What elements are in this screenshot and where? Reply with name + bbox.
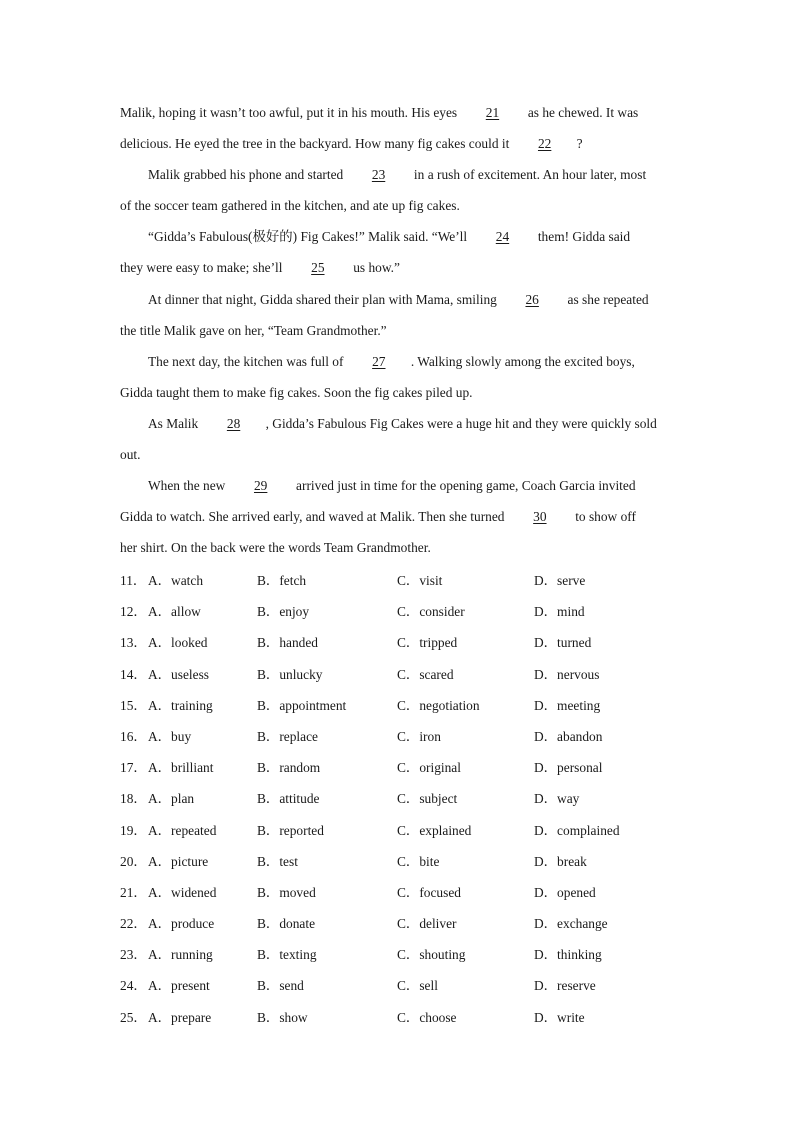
passage-text: they were easy to make; she’ll [120, 260, 286, 276]
answer-options [120, 565, 680, 1033]
passage-text: the title Malik gave on her, “Team Grandmother.” [120, 322, 387, 338]
passage-text: of the soccer team gathered in the kitchen, and ate up fig cakes. [120, 198, 460, 214]
option-d: D．break [534, 853, 587, 869]
question-25 [120, 1002, 680, 1033]
option-c: C．visit [397, 573, 443, 588]
option-c: C．original [397, 760, 461, 776]
passage-line [120, 532, 680, 563]
option-d: D．serve [534, 573, 586, 588]
passage-line [120, 501, 680, 532]
passage-text: ? [576, 136, 583, 152]
question-number: 19． [120, 822, 147, 838]
option-d: D．personal [534, 760, 603, 776]
question-11 [120, 565, 680, 596]
option-c: C．focused [397, 884, 461, 900]
question-24 [120, 970, 680, 1001]
question-number: 22． [120, 916, 147, 932]
option-d: D．abandon [534, 728, 603, 744]
question-18 [120, 783, 680, 814]
passage-text: , Gidda’s Fabulous Fig Cakes were a huge hit and they were quickly sold [265, 415, 657, 431]
question-19 [120, 815, 680, 846]
passage-text: delicious. He eyed the tree in the backyard. How many fig cakes could it [120, 136, 513, 152]
question-22 [120, 908, 680, 939]
question-number: 18． [120, 791, 147, 807]
option-b: B．replace [257, 728, 318, 744]
option-b: B．test [257, 853, 298, 869]
option-b: B．moved [257, 884, 316, 900]
question-20 [120, 846, 680, 877]
option-c: C．sell [397, 978, 438, 994]
option-a: A．useless [148, 666, 209, 682]
passage-text: as she repeated [564, 291, 649, 307]
question-number: 15． [120, 697, 147, 713]
option-b: B．texting [257, 947, 317, 963]
option-c: C．shouting [397, 947, 466, 963]
question-number: 11． [120, 573, 147, 588]
option-c: C．negotiation [397, 697, 480, 713]
passage-text: them! Gidda said [534, 229, 631, 245]
option-c: C．scared [397, 666, 454, 682]
option-a: A．produce [148, 916, 215, 932]
question-number: 24． [120, 978, 147, 994]
passage-line [120, 284, 680, 315]
blank-24: 24 [495, 229, 510, 245]
cloze-passage [120, 97, 680, 563]
option-a: A．training [148, 697, 213, 713]
option-d: D．thinking [534, 947, 602, 963]
passage-text: us how.” [349, 260, 400, 276]
passage-text: As Malik [148, 415, 202, 431]
passage-line [120, 97, 680, 128]
passage-text: Malik, hoping it wasn’t too awful, put it in his mouth. His eyes [120, 105, 461, 120]
option-c: C．bite [397, 853, 440, 869]
blank-26: 26 [525, 291, 539, 307]
passage-text: “Gidda’s Fabulous(极好的) Fig Cakes!” Malik said. “We’ll [148, 229, 471, 245]
blank-25: 25 [311, 260, 325, 276]
passage-text: Gidda to watch. She arrived early, and waved at Malik. Then she turned [120, 509, 508, 525]
passage-text: Malik grabbed his phone and started [148, 167, 347, 183]
question-23 [120, 939, 680, 970]
question-21 [120, 877, 680, 908]
question-17 [120, 752, 680, 783]
option-b: B．random [257, 760, 321, 776]
option-d: D．write [534, 1009, 585, 1025]
option-a: A．watch [148, 573, 204, 588]
question-12 [120, 596, 680, 627]
option-b: B．appointment [257, 697, 347, 713]
blank-28: 28 [226, 415, 241, 431]
option-a: A．prepare [148, 1009, 212, 1025]
passage-line [120, 408, 680, 439]
passage-line [120, 252, 680, 283]
blank-23: 23 [371, 167, 386, 183]
passage-text: Gidda taught them to make fig cakes. Soon the fig cakes piled up. [120, 384, 473, 400]
option-c: C．explained [397, 822, 472, 838]
option-d: D．way [534, 791, 580, 807]
option-d: D．nervous [534, 666, 600, 682]
option-c: C．choose [397, 1009, 457, 1025]
option-c: C．tripped [397, 635, 458, 651]
option-c: C．deliver [397, 916, 457, 932]
passage-line [120, 315, 680, 346]
blank-27: 27 [372, 353, 386, 369]
blank-30: 30 [533, 509, 547, 525]
option-a: A．brilliant [148, 760, 214, 776]
option-d: D．complained [534, 822, 620, 838]
option-b: B．donate [257, 916, 316, 932]
passage-line [120, 128, 680, 159]
passage-text: in a rush of excitement. An hour later, most [410, 167, 647, 183]
question-number: 17． [120, 760, 147, 776]
passage-line [120, 470, 680, 501]
question-number: 25． [120, 1009, 147, 1025]
option-b: B．send [257, 978, 304, 994]
question-number: 21． [120, 884, 147, 900]
option-d: D．reserve [534, 978, 596, 994]
question-number: 23． [120, 947, 147, 963]
option-d: D．exchange [534, 916, 608, 932]
passage-text: The next day, the kitchen was full of [148, 353, 347, 369]
passage-line [120, 346, 680, 377]
passage-line [120, 221, 680, 252]
passage-text: out. [120, 447, 141, 463]
passage-line [120, 377, 680, 408]
question-14 [120, 659, 680, 690]
question-13 [120, 627, 680, 658]
option-a: A．looked [148, 635, 208, 651]
passage-text: as he chewed. It was [524, 105, 639, 120]
passage-text: her shirt. On the back were the words Team Grandmother. [120, 540, 431, 556]
option-b: B．show [257, 1009, 308, 1025]
option-d: D．turned [534, 635, 592, 651]
option-c: C．subject [397, 791, 458, 807]
passage-text: At dinner that night, Gidda shared their plan with Mama, smiling [148, 291, 501, 307]
option-a: A．plan [148, 791, 195, 807]
option-a: A．picture [148, 853, 209, 869]
passage-line [120, 439, 680, 470]
option-b: B．handed [257, 635, 318, 651]
blank-21: 21 [485, 105, 500, 120]
option-d: D．mind [534, 604, 585, 620]
blank-29: 29 [253, 478, 268, 494]
option-a: A．present [148, 978, 210, 994]
question-number: 16． [120, 728, 147, 744]
option-b: B．reported [257, 822, 324, 838]
passage-text: arrived just in time for the opening game, Coach Garcia invited [292, 478, 636, 494]
option-b: B．fetch [257, 573, 307, 588]
question-number: 14． [120, 666, 147, 682]
question-number: 13． [120, 635, 147, 651]
option-c: C．iron [397, 728, 441, 744]
option-d: D．meeting [534, 697, 601, 713]
option-a: A．repeated [148, 822, 217, 838]
option-d: D．opened [534, 884, 596, 900]
question-16 [120, 721, 680, 752]
option-b: B．enjoy [257, 604, 310, 620]
option-a: A．widened [148, 884, 217, 900]
option-b: B．attitude [257, 791, 320, 807]
question-15 [120, 690, 680, 721]
option-c: C．consider [397, 604, 465, 620]
option-a: A．running [148, 947, 213, 963]
passage-line [120, 159, 680, 190]
passage-text: When the new [148, 478, 229, 494]
question-number: 12． [120, 604, 147, 620]
option-a: A．allow [148, 604, 201, 620]
option-a: A．buy [148, 728, 192, 744]
passage-line [120, 190, 680, 221]
passage-text: . Walking slowly among the excited boys, [410, 353, 635, 369]
blank-22: 22 [537, 136, 552, 152]
option-b: B．unlucky [257, 666, 323, 682]
passage-text: to show off [571, 509, 636, 525]
question-number: 20． [120, 853, 147, 869]
